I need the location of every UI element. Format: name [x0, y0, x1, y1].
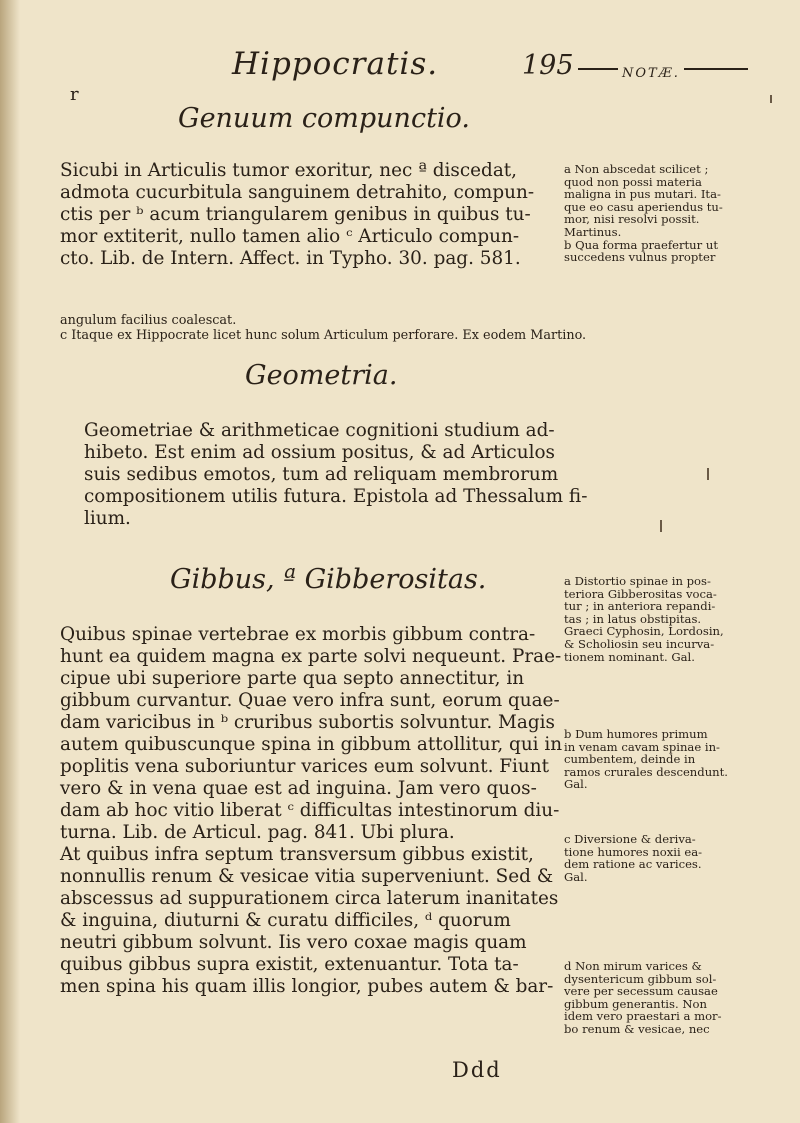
note-line: Gal.: [564, 777, 588, 792]
section-title-gibbus: Gibbus, ª Gibberositas.: [170, 564, 487, 595]
note-line: tionem nominant. Gal.: [564, 649, 695, 664]
text-line: gibbum curvantur. Quae vero infra sunt, eorum quae-: [60, 690, 560, 711]
note-line: gibbum generantis. Non: [564, 996, 707, 1011]
page-number: 195: [522, 50, 574, 81]
note-line: Gal.: [564, 869, 588, 884]
note-line: d Non mirum varices &: [564, 959, 702, 973]
text-line: hibeto. Est enim ad ossium positus, & ad Articulos: [84, 442, 555, 463]
section-title-geometria: Geometria.: [245, 360, 398, 391]
text-line: Geometriae & arithmeticae cognitioni studium ad-: [84, 420, 555, 441]
text-line: mor extiterit, nullo tamen alio ᶜ Articulo compun-: [60, 226, 520, 247]
footnote-continuation: [60, 313, 586, 343]
note-line: bo renum & vesicae, nec: [564, 1021, 710, 1036]
note-line: maligna in pus mutari. Ita-: [564, 187, 721, 202]
text-line: Quibus spinae vertebrae ex morbis gibbum contra-: [60, 624, 536, 645]
note-line: que eo casu aperiendus tu-: [564, 199, 723, 214]
ink-speck: [707, 468, 709, 480]
margin-note-c: [564, 833, 702, 883]
text-line: dam varicibus in ᵇ cruribus subortis solvuntur. Magis: [60, 712, 555, 733]
section-body-geometria: [84, 420, 587, 530]
section-body-gibbus: [60, 624, 562, 998]
note-line: vere per secessum causae: [564, 984, 718, 999]
note-line: c Itaque ex Hippocrate licet hunc solum Articulum perforare. Ex eodem Martino.: [60, 328, 587, 343]
margin-note-b: [564, 728, 728, 791]
text-line: turna. Lib. de Articul. pag. 841. Ubi plura.: [60, 822, 455, 843]
text-line: suis sedibus emotos, tum ad reliquam membrorum: [84, 464, 559, 485]
text-line: vero & in vena quae est ad inguina. Jam vero quos-: [60, 778, 537, 799]
note-line: tas ; in latus obstipitas.: [564, 611, 702, 626]
note-line: succedens vulnus propter: [564, 250, 716, 265]
note-line: & Scholiosin seu incurva-: [564, 636, 715, 651]
note-line: dysentericum gibbum sol-: [564, 971, 717, 986]
ink-speck: [770, 95, 772, 103]
note-line: dem ratione ac varices.: [564, 857, 702, 872]
text-line: quibus gibbus supra existit, extenuantur. Tota ta-: [60, 954, 519, 975]
text-line: hunt ea quidem magna ex parte solvi nequeunt. Prae-: [60, 646, 562, 667]
text-line: abscessus ad suppurationem circa laterum inanitates: [60, 888, 559, 909]
note-line: Graeci Cyphosin, Lordosin,: [564, 624, 724, 639]
text-line: cipue ubi superiore parte qua septo annectitur, in: [60, 668, 525, 689]
text-line: & inguina, diuturni & curatu difficiles, ᵈ quorum: [60, 910, 511, 931]
ink-speck: [660, 520, 662, 532]
signature-mark: Ddd: [452, 1058, 502, 1082]
note-line: tur ; in anteriora repandi-: [564, 599, 716, 614]
note-line: c Diversione & deriva-: [564, 832, 696, 846]
text-line: compositionem utilis futura. Epistola ad Thessalum fi-: [84, 486, 588, 507]
margin-notes-genuum: [564, 163, 723, 264]
section-title-genuum: Genuum compunctio.: [178, 103, 470, 134]
note-line: a Distortio spinae in pos-: [564, 574, 711, 588]
note-line: teriora Gibberositas voca-: [564, 586, 717, 601]
notes-label: NOTÆ.: [618, 66, 684, 81]
note-line: idem vero praestari a mor-: [564, 1009, 722, 1024]
text-line: ctis per ᵇ acum triangularem genibus in quibus tu-: [60, 204, 531, 225]
note-line: tione humores noxii ea-: [564, 844, 703, 859]
text-line: nonnullis renum & vesicae vitia superveniunt. Sed &: [60, 866, 554, 887]
text-line: dam ab hoc vitio liberat ᶜ difficultas intestinorum diu-: [60, 800, 560, 821]
note-line: mor, nisi resolvi possit.: [564, 212, 700, 227]
note-line: in venam cavam spinae in-: [564, 739, 720, 754]
page-gutter-shadow: [0, 0, 20, 1123]
section-body-genuum: [60, 160, 534, 270]
note-line: a Non abscedat scilicet ;: [564, 162, 709, 176]
note-line: Martinus.: [564, 224, 622, 239]
text-line: cto. Lib. de Intern. Affect. in Typho. 30. pag. 581.: [60, 248, 521, 269]
running-head-title: Hippocratis.: [232, 46, 439, 82]
text-line: poplitis vena suboriuntur varices eum solvunt. Fiunt: [60, 756, 550, 777]
text-line: At quibus infra septum transversum gibbus existit,: [60, 844, 534, 865]
text-line: neutri gibbum solvunt. Iis vero coxae magis quam: [60, 932, 527, 953]
stray-mark: r: [70, 84, 79, 105]
note-line: angulum facilius coalescat.: [60, 313, 237, 328]
text-line: lium.: [84, 508, 131, 529]
text-line: Sicubi in Articulis tumor exoritur, nec ª discedat,: [60, 160, 518, 181]
note-line: quod non possi materia: [564, 174, 702, 189]
note-line: ramos crurales descendunt.: [564, 764, 728, 779]
note-line: b Qua forma praefertur ut: [564, 237, 718, 252]
text-line: men spina his quam illis longior, pubes autem & bar-: [60, 976, 554, 997]
note-line: b Dum humores primum: [564, 727, 708, 741]
text-line: admota cucurbitula sanguinem detrahito, compun-: [60, 182, 535, 203]
margin-note-a: [564, 575, 724, 663]
margin-note-d: [564, 960, 722, 1036]
text-line: autem quibuscunque spina in gibbum attollitur, qui in: [60, 734, 563, 755]
note-line: cumbentem, deinde in: [564, 752, 696, 767]
